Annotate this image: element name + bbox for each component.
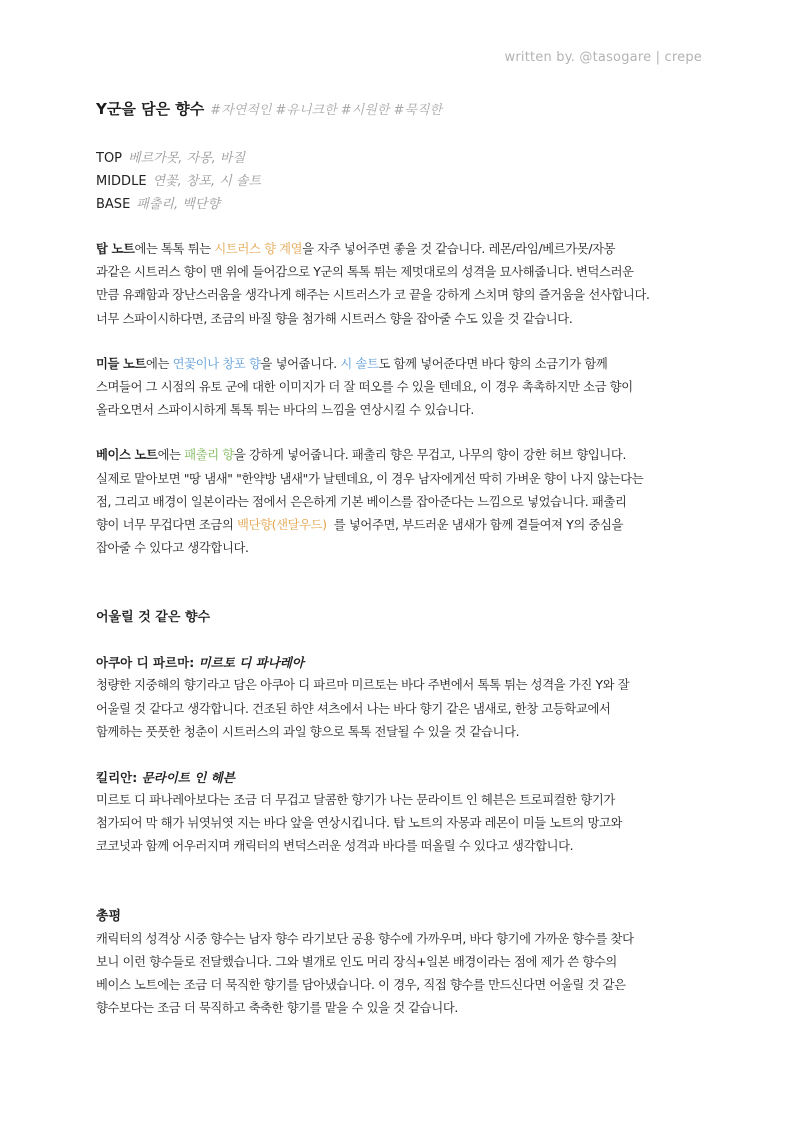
perfume-title <box>96 766 706 789</box>
note-value: 연꽃, 창포, 시 솔트 <box>152 174 262 189</box>
text-line <box>96 444 706 467</box>
text-line: 만큼 유쾌함과 장난스러움을 생각나게 해주는 시트러스가 코 끝을 강하게 스치며 향의 즐거움을 선사합니다. <box>96 288 650 303</box>
text-line <box>96 353 706 376</box>
text-line: 점, 그리고 배경이 일본이라는 점에서 은은하게 기본 베이스를 잡아준다는 느낌으로 넣었습니다. 패출리 <box>96 494 627 509</box>
note-top <box>96 147 706 170</box>
note-label: MIDDLE <box>96 174 147 189</box>
highlight-sandalwood: 백단향(샌달우드) <box>237 518 327 533</box>
page-title: Y군을 담은 향수 <box>96 100 205 118</box>
note-value: 패출리, 백단향 <box>136 197 220 212</box>
text-line: 미르토 디 파나레아보다는 조금 더 무겁고 달콤한 향기가 나는 문라이트 인 헤븐은 트로피컬한 향기가 <box>96 793 615 808</box>
perfume-brand: 아쿠아 디 파르마: <box>96 655 199 671</box>
text-line <box>96 238 706 261</box>
text-line: 어울릴 것 같다고 생각합니다. 건조된 하얀 셔츠에서 나는 바다 향기 같은 냄새로, 한창 고등학교에서 <box>96 701 611 716</box>
base-note-paragraph <box>96 444 706 560</box>
perfume-recommendation-1 <box>96 651 706 744</box>
text-line: 실제로 맡아보면 "땅 냄새" "한약방 냄새"가 날텐데요, 이 경우 남자에게선 딱히 가벼운 향이 나지 않는다는 <box>96 471 644 486</box>
top-note-label: 탑 노트 <box>96 242 135 256</box>
perfume-name: 문라이트 인 헤븐 <box>141 770 235 786</box>
text-line: 첨가되어 막 해가 뉘엿뉘엿 지는 바다 앞을 연상시킵니다. 탑 노트의 자몽과 레몬이 미들 노트의 망고와 <box>96 816 623 831</box>
hashtags: #자연적인 #유니크한 #시원한 #묵직한 <box>210 103 443 118</box>
text-line: 캐릭터의 성격상 시중 향수는 남자 향수 라기보단 공용 향수에 가까우며, 바다 향기에 가까운 향수를 찾다 <box>96 931 634 946</box>
text-run: 도 함께 넣어준다면 바다 향의 소금기가 함께 <box>378 356 608 371</box>
text-line: 올라오면서 스파이시하게 톡톡 튀는 바다의 느낌을 연상시킬 수 있습니다. <box>96 403 474 418</box>
text-line: 보니 이런 향수들로 전달했습니다. 그와 별개로 인도 머리 장식+일본 배경이라는 점에 제가 쓴 향수의 <box>96 954 617 969</box>
author-credit: written by. @tasogare | crepe <box>504 50 702 65</box>
note-value: 베르가못, 자몽, 바질 <box>128 151 246 166</box>
top-note-paragraph <box>96 238 706 331</box>
text-run: 을 넣어줍니다. <box>260 356 341 371</box>
section-heading-summary: 총평 <box>96 908 122 924</box>
middle-note-label: 미들 노트 <box>96 356 147 371</box>
text-run: 에는 <box>146 356 173 371</box>
text-line: 잡아줄 수 있다고 생각합니다. <box>96 541 249 556</box>
text-run: 에는 톡톡 튀는 <box>134 242 215 256</box>
text-run: 을 자주 넣어주면 좋을 것 같습니다. 레몬/라임/베르가못/자몽 <box>302 242 616 256</box>
text-run: 향이 너무 무겁다면 조금의 <box>96 518 238 533</box>
text-line: 청량한 지중해의 향기라고 담은 아쿠아 디 파르마 미르토는 바다 주변에서 톡톡 튀는 성격을 가진 Y와 잘 <box>96 678 630 693</box>
highlight-sea-salt: 시 솔트 <box>340 356 379 371</box>
text-run: 에는 <box>157 448 185 463</box>
highlight-citrus: 시트러스 향 계열 <box>214 242 303 256</box>
note-label: BASE <box>96 197 131 212</box>
note-label: TOP <box>96 151 123 166</box>
text-run: 을 강하게 넣어줍니다. 패출리 향은 무겁고, 나무의 향이 강한 허브 향입니다. <box>233 448 627 463</box>
text-line: 함께하는 풋풋한 청춘이 시트러스의 과일 향으로 톡톡 전달될 수 있을 것 같습니다. <box>96 724 520 739</box>
summary-paragraph <box>96 928 706 1021</box>
note-list <box>96 147 706 216</box>
highlight-lotus: 연꽃이나 창포 향 <box>172 356 261 371</box>
section-heading-recommendations: 어울릴 것 같은 향수 <box>96 610 211 626</box>
perfume-name: 미르토 디 파나레아 <box>198 655 304 671</box>
note-base <box>96 193 706 216</box>
base-note-label: 베이스 노트 <box>96 448 158 463</box>
middle-note-paragraph <box>96 353 706 423</box>
text-line: 향수보다는 조금 더 묵직하고 축축한 향기를 맡을 수 있을 것 같습니다. <box>96 1001 458 1016</box>
text-line: 코코넛과 함께 어우러지며 캐릭터의 변덕스러운 성격과 바다를 떠올릴 수 있다고 생각합니다. <box>96 839 574 854</box>
text-line: 과같은 시트러스 향이 맨 위에 들어감으로 Y군의 톡톡 튀는 제멋대로의 성격을 묘사해줍니다. 변덕스러운 <box>96 265 634 280</box>
text-line: 베이스 노트에는 조금 더 묵직한 향기를 담아냈습니다. 이 경우, 직접 향수를 만드신다면 어울릴 것 같은 <box>96 978 626 993</box>
text-run: 를 넣어주면, 부드러운 냄새가 함께 곁들여져 Y의 중심을 <box>326 518 624 533</box>
highlight-patchouli: 패출리 향 <box>184 448 234 463</box>
text-line: 스며들어 그 시점의 유토 군에 대한 이미지가 더 잘 떠오를 수 있을 텐데요, 이 경우 촉촉하지만 소금 향이 <box>96 380 633 395</box>
perfume-recommendation-2 <box>96 766 706 859</box>
note-middle <box>96 170 706 193</box>
text-line: 너무 스파이시하다면, 조금의 바질 향을 첨가해 시트러스 향을 잡아줄 수도 있을 것 같습니다. <box>96 311 573 326</box>
perfume-title <box>96 651 706 674</box>
text-line <box>96 514 706 537</box>
title-row <box>96 97 706 123</box>
perfume-brand: 킬리안: <box>96 770 142 786</box>
document-body <box>96 97 706 1020</box>
